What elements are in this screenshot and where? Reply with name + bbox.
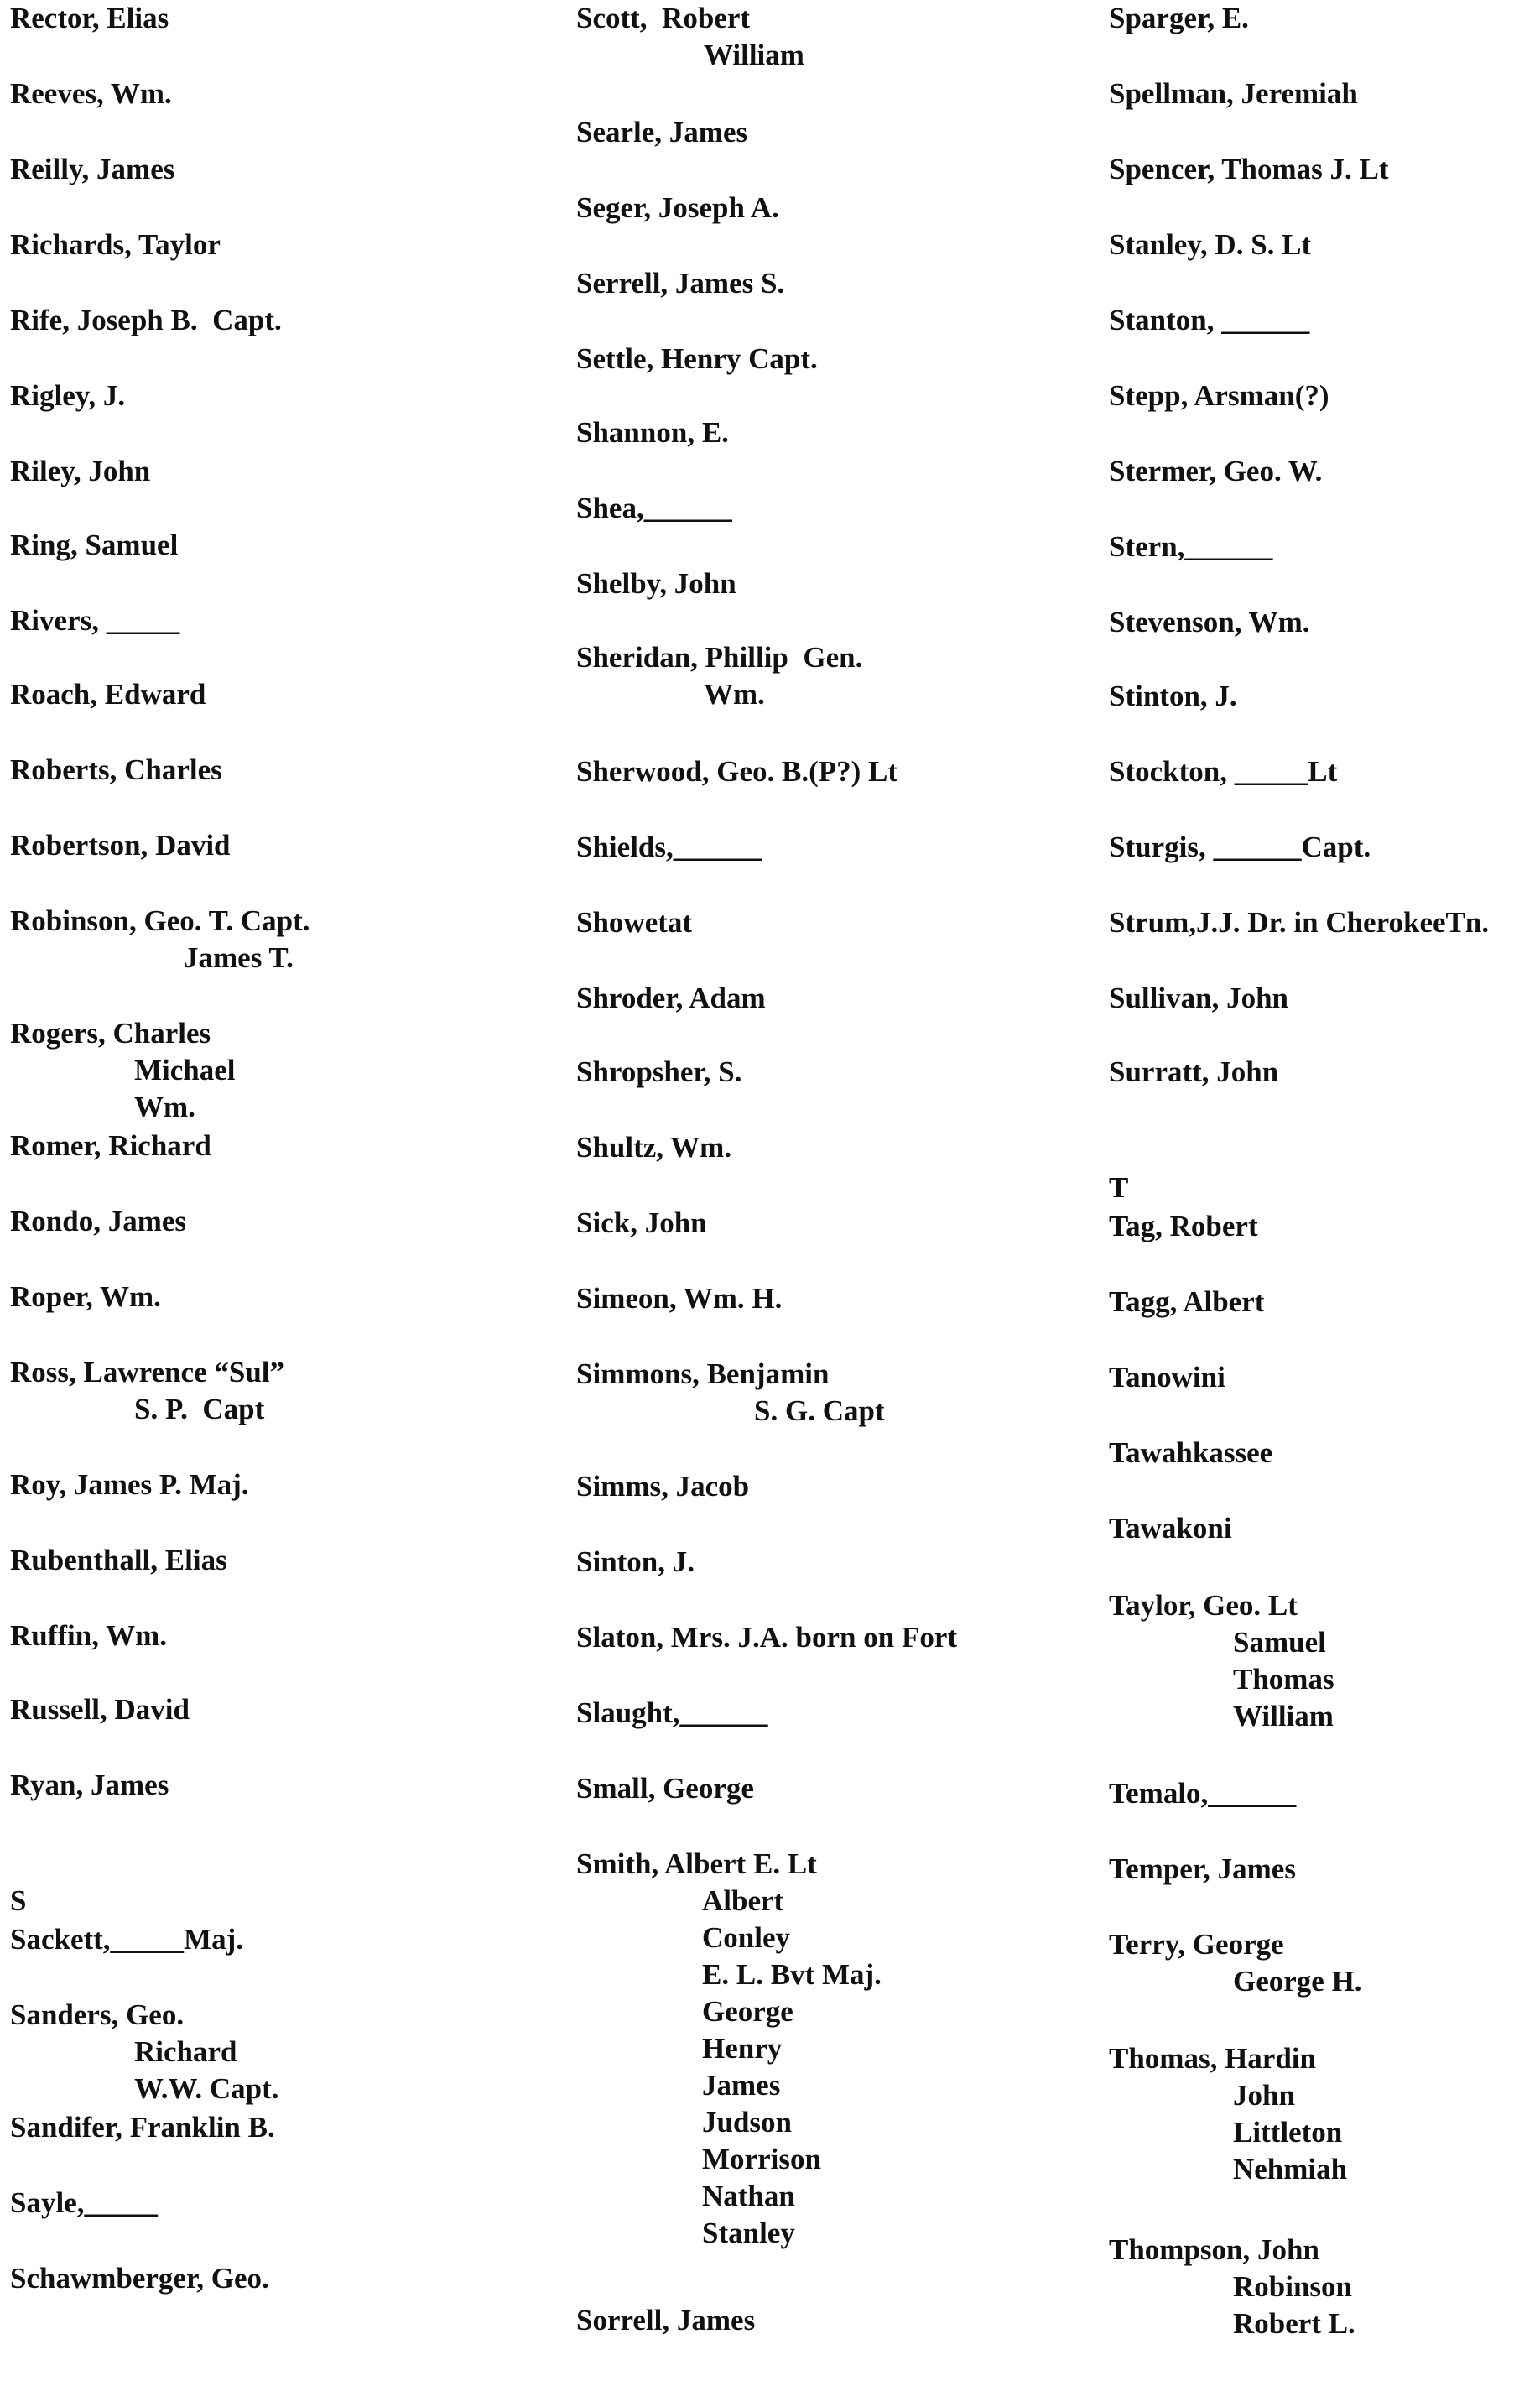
entry-name-line: Robinson, Geo. T. Capt.	[10, 904, 310, 937]
section-letter-heading: T	[1109, 1171, 1129, 1204]
name-entry	[10, 527, 178, 564]
name-entry	[576, 829, 762, 866]
entry-name-line: Sayle,_____	[10, 2186, 158, 2219]
entry-name-line: Sheridan, Phillip Gen.	[576, 641, 863, 674]
name-entry	[1109, 151, 1389, 188]
entry-name-line: Shea,______	[576, 492, 732, 524]
entry-continuation-line: Henry	[702, 2032, 783, 2065]
entry-name-line: Stern,______	[1109, 530, 1273, 563]
name-entry	[576, 1544, 695, 1581]
entry-continuation-line: John	[1233, 2079, 1295, 2112]
entry-name-line: Rigley, J.	[10, 379, 126, 412]
entry-name-line: Simmons, Benjamin	[576, 1357, 830, 1390]
name-entry	[576, 190, 779, 227]
name-entry	[1109, 829, 1371, 866]
entry-name-line: Temper, James	[1109, 1852, 1296, 1885]
name-entry	[576, 0, 804, 74]
entry-name-line: Simeon, Wm. H.	[576, 1282, 783, 1315]
entry-name-line: Ruffin, Wm.	[10, 1619, 168, 1652]
entry-continuation-line: Conley	[702, 1921, 790, 1954]
name-entry	[576, 565, 736, 602]
entry-continuation-line: Wm.	[134, 1091, 195, 1123]
entry-continuation-line: William	[704, 39, 804, 71]
entry-name-line: Sparger, E.	[1109, 2, 1249, 34]
entry-name-line: Slaton, Mrs. J.A. born on Fort	[576, 1621, 958, 1654]
entry-name-line: Stockton, _____Lt	[1109, 755, 1338, 788]
entry-name-line: Shultz, Wm.	[576, 1131, 732, 1164]
name-entry	[1109, 1851, 1296, 1888]
name-entry	[1109, 453, 1322, 490]
entry-name-line: Stepp, Arsman(?)	[1109, 379, 1329, 412]
entry-name-line: Rondo, James	[10, 1205, 187, 1237]
entry-name-line: Sick, John	[576, 1206, 707, 1239]
entry-name-line: Sanders, Geo.	[10, 1998, 185, 2031]
name-entry	[576, 1054, 741, 1091]
entry-name-line: Thompson, John	[1109, 2233, 1319, 2266]
name-entry	[10, 1354, 284, 1428]
name-entry	[1109, 1359, 1225, 1396]
name-entry	[1109, 378, 1329, 414]
entry-name-line: Reilly, James	[10, 153, 175, 185]
entry-continuation-line: Richard	[134, 2035, 237, 2068]
entry-continuation-line: Nathan	[702, 2180, 795, 2212]
entry-name-line: Stanley, D. S. Lt	[1109, 228, 1312, 261]
name-entry	[1109, 0, 1249, 37]
entry-name-line: Sandifer, Franklin B.	[10, 2111, 275, 2144]
entry-name-line: Showetat	[576, 906, 693, 939]
name-entry	[10, 378, 125, 414]
name-entry	[10, 302, 282, 339]
name-entry	[1109, 604, 1310, 641]
name-entry	[1109, 227, 1311, 263]
entry-continuation-line: William	[1233, 1700, 1334, 1732]
entry-continuation-line: George	[702, 1995, 793, 2028]
entry-name-line: Russell, David	[10, 1693, 190, 1726]
name-entry	[1109, 1775, 1296, 1812]
entry-name-line: Tawahkassee	[1109, 1436, 1273, 1469]
name-entry	[10, 453, 150, 490]
entry-name-line: Stermer, Geo. W.	[1109, 455, 1323, 487]
entry-name-line: Tagg, Albert	[1109, 1285, 1265, 1318]
entry-name-line: Sackett,_____Maj.	[10, 1923, 244, 1956]
name-entry	[1109, 1926, 1362, 2000]
entry-name-line: Tag, Robert	[1109, 1210, 1258, 1242]
name-entry	[576, 2302, 755, 2339]
name-entry	[10, 676, 206, 713]
name-entry	[1109, 76, 1358, 112]
name-entry	[576, 1129, 731, 1166]
name-entry	[10, 151, 174, 188]
name-entry	[1109, 1284, 1264, 1321]
name-entry	[10, 1015, 236, 1126]
entry-name-line: Roach, Edward	[10, 678, 206, 711]
entry-name-line: Roy, James P. Maj.	[10, 1468, 249, 1501]
entry-name-line: Reeves, Wm.	[10, 77, 172, 110]
entry-name-line: Sullivan, John	[1109, 982, 1288, 1014]
name-entry	[1109, 678, 1237, 715]
name-entry	[1109, 302, 1309, 339]
entry-name-line: Ring, Samuel	[10, 529, 179, 561]
name-entry	[1109, 1587, 1334, 1735]
entry-continuation-line: Michael	[134, 1054, 236, 1086]
entry-continuation-line: W.W. Capt.	[134, 2072, 279, 2105]
name-entry	[1109, 1435, 1272, 1472]
entry-name-line: Ryan, James	[10, 1769, 169, 1801]
entry-name-line: Roberts, Charles	[10, 753, 222, 786]
entry-continuation-line: James T.	[184, 941, 294, 974]
name-entry	[576, 1205, 707, 1242]
entry-continuation-line: Robinson	[1233, 2270, 1353, 2303]
name-entry	[576, 639, 862, 713]
entry-name-line: Slaught,______	[576, 1696, 768, 1729]
name-entry	[576, 1280, 782, 1317]
name-entry	[576, 265, 784, 302]
name-entry	[10, 1921, 243, 1958]
section-letter-heading: S	[10, 1884, 27, 1917]
entry-name-line: Serrell, James S.	[576, 267, 785, 300]
entry-name-line: Schawmberger, Geo.	[10, 2262, 269, 2295]
name-entry	[10, 1279, 161, 1315]
entry-continuation-line: James	[702, 2069, 781, 2102]
entry-name-line: Rife, Joseph B. Capt.	[10, 304, 282, 336]
entry-name-line: Rogers, Charles	[10, 1017, 211, 1050]
entry-name-line: Taylor, Geo. Lt	[1109, 1589, 1298, 1622]
name-entry	[10, 1128, 211, 1164]
entry-name-line: Sherwood, Geo. B.(P?) Lt	[576, 755, 898, 788]
name-entry	[576, 1846, 882, 2252]
entry-name-line: Terry, George	[1109, 1928, 1284, 1961]
entry-name-line: Roper, Wm.	[10, 1280, 161, 1313]
entry-name-line: Settle, Henry Capt.	[576, 342, 818, 375]
entry-name-line: Robertson, David	[10, 829, 231, 862]
name-entry	[1109, 904, 1489, 941]
entry-name-line: Sturgis, ______Capt.	[1109, 831, 1371, 863]
name-entry	[576, 1695, 768, 1732]
entry-continuation-line: E. L. Bvt Maj.	[702, 1958, 882, 1991]
entry-continuation-line: Samuel	[1233, 1626, 1326, 1659]
name-entry	[576, 414, 729, 451]
entry-name-line: Shroder, Adam	[576, 982, 766, 1014]
name-entry	[576, 341, 818, 378]
entry-continuation-line: Wm.	[704, 678, 765, 711]
name-entry	[10, 1542, 227, 1579]
entry-name-line: Tawakoni	[1109, 1512, 1232, 1545]
entry-name-line: Sorrell, James	[576, 2304, 756, 2337]
name-entry	[10, 2109, 275, 2146]
entry-name-line: Seger, Joseph A.	[576, 191, 779, 224]
entry-continuation-line: S. G. Capt	[754, 1394, 885, 1427]
name-entry	[10, 752, 222, 789]
entry-name-line: Smith, Albert E. Lt	[576, 1847, 817, 1880]
name-entry	[10, 2260, 269, 2297]
entry-name-line: Stanton, ______	[1109, 304, 1310, 336]
entry-name-line: Rubenthall, Elias	[10, 1544, 227, 1576]
entry-name-line: Spencer, Thomas J. Lt	[1109, 153, 1389, 185]
entry-continuation-line: Stanley	[702, 2217, 795, 2249]
name-entry	[10, 1618, 167, 1654]
name-entry	[576, 904, 692, 941]
entry-name-line: Stinton, J.	[1109, 680, 1237, 712]
entry-name-line: Shields,______	[576, 831, 762, 863]
name-entry	[10, 0, 169, 37]
name-entry	[1109, 529, 1272, 565]
entry-continuation-line: Judson	[702, 2106, 793, 2139]
name-entry	[10, 827, 231, 864]
name-entry	[576, 1468, 749, 1505]
entry-name-line: Surratt, John	[1109, 1055, 1279, 1088]
name-entry	[10, 1767, 169, 1804]
name-entry	[1109, 1054, 1278, 1091]
entry-continuation-line: Robert L.	[1233, 2307, 1355, 2340]
name-entry	[10, 1691, 190, 1728]
name-entry	[10, 76, 172, 112]
entry-name-line: Simms, Jacob	[576, 1470, 750, 1503]
entry-name-line: Shropsher, S.	[576, 1055, 742, 1088]
entry-name-line: Searle, James	[576, 116, 748, 148]
entry-continuation-line: Nehmiah	[1233, 2153, 1348, 2185]
entry-name-line: Rivers, _____	[10, 604, 180, 637]
name-entry	[1109, 1510, 1232, 1547]
entry-name-line: Tanowini	[1109, 1361, 1225, 1394]
entry-name-line: Riley, John	[10, 455, 151, 487]
name-entry	[1109, 2232, 1355, 2342]
name-entry	[576, 1619, 957, 1656]
name-entry	[1109, 2040, 1347, 2188]
entry-continuation-line: Morrison	[702, 2143, 821, 2175]
entry-name-line: Ross, Lawrence “Sul”	[10, 1356, 285, 1388]
name-entry	[576, 1770, 754, 1807]
entry-name-line: Temalo,______	[1109, 1777, 1297, 1810]
name-entry	[10, 903, 310, 977]
name-entry	[576, 490, 732, 527]
entry-name-line: Strum,J.J. Dr. in CherokeeTn.	[1109, 906, 1490, 939]
name-entry	[576, 1356, 885, 1430]
name-entry	[10, 1203, 186, 1240]
name-entry	[10, 227, 221, 263]
name-entry	[10, 1997, 278, 2107]
entry-name-line: Shannon, E.	[576, 416, 729, 449]
entry-name-line: Richards, Taylor	[10, 228, 221, 261]
entry-name-line: Romer, Richard	[10, 1129, 211, 1162]
entry-name-line: Thomas, Hardin	[1109, 2042, 1316, 2075]
entry-name-line: Spellman, Jeremiah	[1109, 77, 1358, 110]
entry-name-line: Stevenson, Wm.	[1109, 606, 1310, 638]
entry-name-line: Rector, Elias	[10, 2, 169, 34]
entry-continuation-line: Albert	[702, 1884, 784, 1917]
name-entry	[1109, 980, 1288, 1017]
name-entry	[10, 2185, 158, 2222]
entry-name-line: Shelby, John	[576, 567, 736, 600]
name-entry	[10, 602, 179, 639]
entry-continuation-line: Thomas	[1233, 1663, 1334, 1696]
name-entry	[576, 114, 747, 151]
name-entry	[1109, 753, 1337, 790]
entry-continuation-line: Littleton	[1233, 2116, 1343, 2149]
entry-name-line: Small, George	[576, 1772, 754, 1805]
name-entry	[10, 1467, 249, 1503]
entry-name-line: Scott, Robert	[576, 2, 751, 34]
entry-name-line: Sinton, J.	[576, 1545, 695, 1578]
name-entry	[576, 980, 766, 1017]
entry-continuation-line: S. P. Capt	[134, 1393, 265, 1425]
name-entry	[1109, 1208, 1258, 1245]
entry-continuation-line: George H.	[1233, 1965, 1362, 1998]
name-entry	[576, 753, 897, 790]
